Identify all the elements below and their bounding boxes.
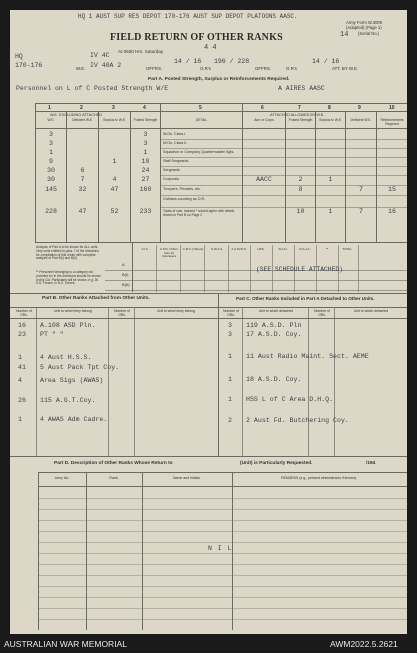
bc-col-header: Number of ORs. [114, 309, 130, 317]
detail-label: Squadron or Company Quartermaster Sgts. [163, 150, 235, 154]
form-title: FIELD RETURN OF OTHER RANKS [110, 32, 283, 43]
part-d-heading-mid: (Unit) is Particularly Requested. [240, 461, 313, 466]
part-b-unit: Area Sigs (AWAS) [40, 377, 104, 384]
hrule [105, 290, 407, 291]
column-subheader: Reinforcements Required [380, 118, 404, 126]
unit-left-2: 170-176 [15, 62, 43, 69]
part-a-cell: 3 [143, 140, 148, 147]
vrule [250, 245, 251, 292]
bc-col-header: Number of ORs. [314, 309, 330, 317]
hrule [10, 318, 407, 319]
column-number: 5 [199, 105, 202, 111]
part-a-cell: 8 [298, 186, 303, 193]
footer-right: AWM2022.5.2621 [330, 639, 398, 649]
part-b-number: 23 [18, 331, 26, 338]
part-b-number: 4 [18, 377, 22, 384]
part-d-col-header: REMARKS (e.g., present whereabouts if known). [281, 476, 357, 480]
part-a-cell: 9 [49, 158, 53, 165]
column-subheader: Arm or Corps [254, 118, 274, 122]
part-a-cell: 7 [359, 186, 363, 193]
part-a-cell: 145 [45, 186, 57, 193]
personnel-right: A AIRES AASC [278, 85, 325, 92]
vrule [108, 307, 109, 456]
vrule [134, 307, 135, 456]
ors2-label: O.R's [286, 66, 297, 71]
ruled-line [38, 608, 407, 609]
detail-label: W.Os. Class I. [163, 132, 187, 136]
part-b-number: 41 [18, 364, 26, 371]
part-a-cell: 47 [110, 186, 119, 193]
analysis-col-header: ** [325, 247, 329, 251]
part-b-heading: Part B. Other Ranks Attached from Other Units. [42, 296, 150, 301]
serial-typed: 14 [340, 31, 349, 39]
part-c-unit: 119 A.S.D. Pln [246, 322, 302, 329]
part-b-number: 1 [18, 354, 22, 361]
row-rule [160, 157, 407, 158]
personnel-line: Personnel on L of C Posted Strength W/E [16, 85, 169, 92]
ruled-line [38, 553, 407, 554]
column-number: 3 [112, 105, 115, 111]
unit-left-1: HQ [15, 53, 23, 60]
column-number: 8 [328, 105, 331, 111]
part-d-col-header: Name and Initials. [172, 476, 201, 480]
ors-typed: 196 / 228 [214, 58, 250, 65]
part-a-header-rule [35, 128, 407, 129]
vrule [180, 245, 181, 292]
vrule [86, 472, 87, 630]
part-c-number: 1 [228, 376, 232, 383]
part-a-cell: 7 [359, 208, 363, 215]
vrule [204, 245, 205, 292]
ruled-line [38, 597, 407, 598]
detail-label: Staff Sergeants [163, 159, 189, 163]
detail-label: Civilians counting as O.R. [163, 197, 206, 201]
bc-col-header: Unit to which detached [258, 309, 294, 313]
analysis-col-header: C.M.F. (Others) [182, 247, 204, 251]
part-a-cell: 32 [78, 186, 87, 193]
serial-label: (Serial No.) [358, 31, 380, 36]
vrule [156, 245, 157, 292]
vrule [345, 111, 346, 242]
column-subheader: Surplus to W.E. [103, 118, 126, 122]
part-a-cell: AACC [256, 176, 272, 183]
part-b-unit: 4 Aust H.S.S. [40, 354, 92, 361]
column-number: 6 [261, 105, 264, 111]
offrs-typed: 14 / 16 [174, 58, 202, 65]
part-bc-top-rule [10, 293, 407, 294]
part-a-cell: 2 [298, 176, 303, 183]
part-a-cell: 16 [388, 208, 396, 215]
vrule [228, 245, 229, 292]
separated-note: ** Personnel belonging to a category not provided for in the directions should be shown in this Col. Particulars will be shown, e.g. 26 S.S. Forces, in N.Z. Forces. [36, 270, 101, 286]
part-a-cell: 3 [49, 140, 53, 147]
part-c-number: 2 [228, 417, 232, 424]
column-number: 10 [389, 105, 395, 111]
attached-allowed-label: ATTACHED ALLOWED BY W.E. [270, 113, 325, 117]
detail-label: Corporals [163, 177, 179, 181]
ruled-line [38, 586, 407, 587]
part-a-cell: 10 [141, 158, 150, 165]
hrule [105, 280, 407, 281]
footer [0, 636, 417, 653]
vrule [358, 245, 359, 292]
part-d-nil: N I L [208, 545, 233, 552]
part-c-number: 1 [228, 353, 232, 360]
part-a-cell: 3 [49, 131, 53, 138]
part-b-number: 1 [18, 416, 22, 423]
detail-label: Totals of cols. marked * should agree with details shown in Part B on Page 2 [163, 209, 235, 218]
analysis-note: Analysis of Part A to be shown for ALL units. Only units entitled in para. 7 of the directions for compilation of this return with complete analysis of Part B(I) and B(II). [36, 245, 99, 261]
column-subheader: Deficient W.E. [350, 118, 372, 122]
ors-label: O.R's [200, 66, 211, 71]
vrule [36, 307, 37, 456]
column-subheader: Deficient W.E. [72, 118, 93, 122]
part-a-top-rule [35, 103, 407, 104]
part-a-cell: 1 [328, 208, 333, 215]
part-a-cell: 1 [143, 149, 148, 156]
part-b-unit: 115 A.G.T.Coy. [40, 397, 96, 404]
hrule [10, 307, 407, 308]
part-c-heading: Part C. Other Ranks Included in Part A Detached to Other Units. [236, 296, 375, 301]
part-a-cell: 1 [49, 149, 53, 156]
column-subheader: Surplus to W.E. [319, 118, 342, 122]
analysis-col-header: LWS. [257, 247, 265, 251]
ruled-line [38, 531, 407, 532]
ruled-line [38, 619, 407, 620]
vrule [308, 307, 309, 456]
column-subheader: DETAIL [195, 118, 208, 122]
detail-label: W.Os. Class II. [163, 141, 188, 145]
part-d-heading: Part D. Description of Other Ranks Whose Return to [54, 461, 173, 466]
part-a-cell: 1 [112, 158, 117, 165]
we-excluding-label: W.E. EXCLUDING ATTACHED [50, 113, 102, 117]
row-rule [160, 166, 407, 167]
we-label: W.E. [76, 66, 86, 71]
ruled-line [38, 498, 407, 499]
ruled-line [38, 509, 407, 510]
part-c-number: 3 [228, 322, 232, 329]
we-typed-1: IV 4C [90, 52, 110, 59]
part-a-cell: 15 [388, 186, 396, 193]
part-a-cell: 3 [143, 131, 148, 138]
analysis-col-header: TOTAL [342, 247, 352, 251]
hrs-typed: 4 4 [204, 44, 217, 52]
hrule [38, 486, 407, 487]
see-schedule-note: (SEE SCHEDULE ATTACHED) [256, 266, 343, 273]
part-a-cell: 160 [139, 186, 152, 193]
offrs-label: OFFRS. [146, 66, 163, 71]
analysis-col-header: R.A.A.F. [299, 247, 311, 251]
column-number: 1 [48, 105, 51, 111]
analysis-col-header: A.A.M.W.S. [231, 247, 247, 251]
offrs2-label: OFFRS. [255, 66, 272, 71]
adapted-label: (Adapted) (Page 1) [346, 25, 382, 30]
detail-label: Troopers, Privates, etc. [163, 187, 201, 191]
bc-col-header: Number of ORs. [223, 309, 239, 317]
ruled-line [38, 575, 407, 576]
analysis-row-label: B(I) [122, 272, 129, 277]
part-a-cell: 7 [80, 176, 85, 183]
offrs2-typed: 14 / 16 [312, 58, 340, 65]
part-a-cell: 4 [112, 176, 117, 183]
column-number: 4 [143, 105, 146, 111]
analysis-col-header: R.A.N. [278, 247, 288, 251]
bc-col-header: Number of ORs. [16, 309, 32, 317]
column-number: 9 [358, 105, 361, 111]
hrule [38, 472, 407, 473]
analysis-row-label: B(II) [122, 282, 130, 287]
part-a-cell: 30 [47, 176, 55, 183]
part-a-heading: Part A. Posted Strength, Surplus or Reinforcements Required. [148, 77, 290, 82]
part-a-colnum-rule [35, 111, 407, 112]
column-subheader: Posted Strength [288, 118, 313, 122]
bc-col-header: Unit to which detached [353, 309, 389, 313]
part-c-unit: HSS L of C Area D.H.Q. [246, 396, 334, 403]
analysis-col-header: C.M.F. (Other than D) Volunteers [159, 247, 178, 258]
hrs-label: At 0600 Hrs. Saturday [118, 49, 164, 54]
row-rule [160, 148, 407, 149]
typed-unit-heading: HQ 1 AUST SUP RES DEPOT 170-176 AUST SUP DEPOT PLATOONS AASC. [78, 13, 298, 20]
column-number: 7 [298, 105, 301, 111]
bc-col-header: Unit to which they belong [157, 309, 195, 313]
we-typed-2: IV 40A 2 [90, 62, 122, 69]
document-page [10, 10, 407, 634]
part-a-cell: 52 [110, 208, 119, 215]
vrule [376, 111, 377, 242]
part-c-unit: 11 Aust Radio Maint. Sect. AEME [246, 353, 369, 360]
part-c-unit: 2 Aust Fd. Butchering Coy. [246, 417, 349, 424]
detail-label: Sergeants [163, 168, 180, 172]
part-a-cell: 27 [141, 176, 150, 183]
part-b-unit: A.108 ASD Pln. [40, 322, 96, 329]
column-number: 2 [80, 105, 83, 111]
part-c-unit: 17 A.S.D. Coy. [246, 331, 302, 338]
vrule [38, 472, 39, 630]
part-b-unit: PT " " [40, 331, 64, 338]
bc-col-header: Unit to which they belong [54, 309, 92, 313]
row-rule [160, 139, 407, 140]
part-a-cell: 228 [45, 208, 57, 215]
column-subheader: Posted Strength [133, 118, 158, 122]
vrule [142, 472, 143, 630]
part-a-cell: 30 [47, 167, 55, 174]
vrule [242, 307, 243, 456]
part-d-col-header: Army No. [54, 476, 70, 480]
ruled-line [38, 520, 407, 521]
part-a-cell: 24 [141, 167, 150, 174]
part-a-cell: 1 [328, 176, 333, 183]
analysis-col-header: A.I.F. [141, 247, 149, 251]
row-rule [160, 195, 407, 196]
part-c-unit: 18 A.S.D. Coy. [246, 376, 302, 383]
ruled-line [38, 542, 407, 543]
part-b-unit: 5 Aust Pack Tpt Coy. [40, 364, 120, 371]
part-b-unit: 4 AWAS Adm Cadre. [40, 416, 108, 423]
part-a-bottom-rule [35, 242, 407, 243]
part-a-cell: 233 [139, 208, 152, 215]
part-a-cell: 10 [296, 208, 305, 215]
vrule [160, 103, 161, 242]
part-c-number: 1 [228, 396, 232, 403]
vrule [242, 103, 243, 242]
att-label: ATT. BY W.E. [332, 66, 359, 71]
footer-left: AUSTRALIAN WAR MEMORIAL [4, 639, 127, 649]
hrule [10, 456, 407, 457]
army-form-label: Army Form W.3009 [346, 20, 383, 25]
part-d-col-header: Rank. [109, 476, 119, 480]
ruled-line [38, 564, 407, 565]
part-d-heading-end: /194 [366, 461, 376, 466]
analysis-col-header: S.W.A.S. [210, 247, 223, 251]
column-subheader: W.E. [47, 118, 55, 122]
vrule [132, 242, 133, 292]
vrule [334, 307, 335, 456]
analysis-row-label: A [122, 262, 125, 267]
part-a-cell: 47 [78, 208, 87, 215]
part-b-number: 26 [18, 397, 26, 404]
part-b-number: 16 [18, 322, 26, 329]
part-a-cell: 6 [80, 167, 85, 174]
part-c-number: 3 [228, 331, 232, 338]
